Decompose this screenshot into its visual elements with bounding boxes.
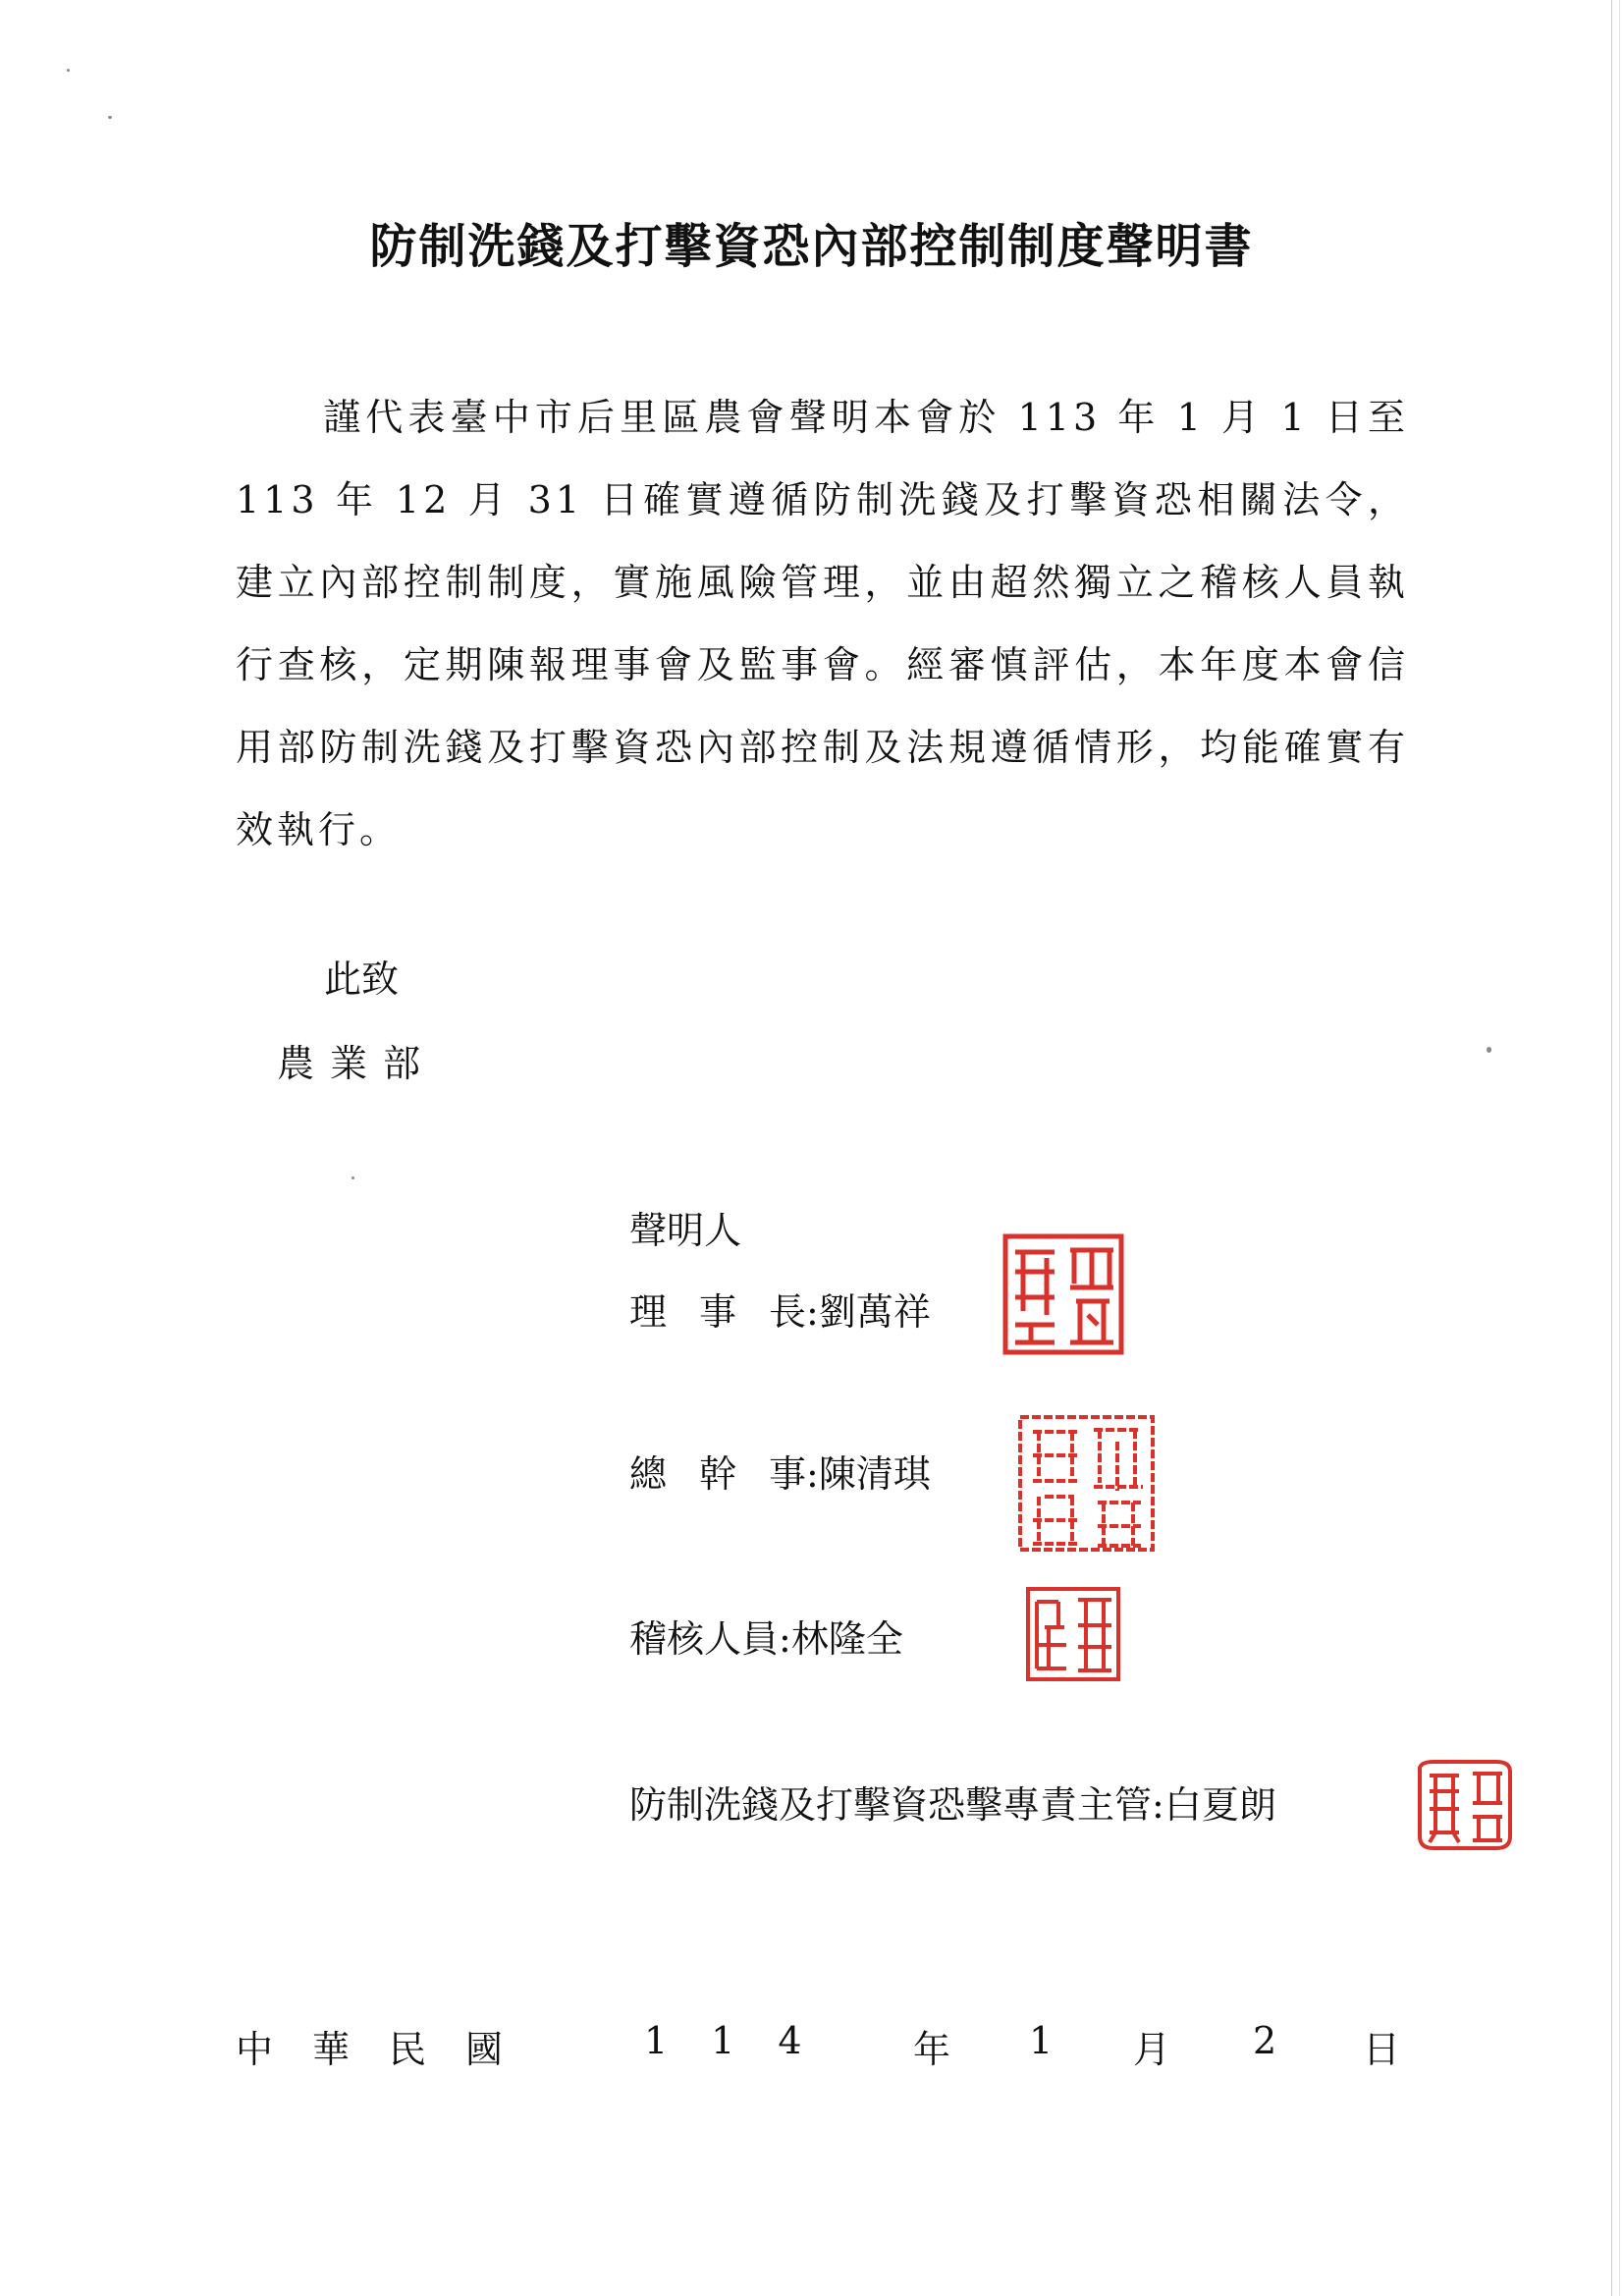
signatory-role: 總幹事 xyxy=(629,1452,806,1496)
date-month-unit: 月 xyxy=(1133,2028,1171,2071)
recipient: 農業部 xyxy=(277,1042,437,1085)
signatory-auditor: 稽核人員:林隆全 xyxy=(629,1609,903,1663)
scan-speck xyxy=(352,1176,354,1179)
date-day-unit: 日 xyxy=(1363,2028,1401,2071)
signatory-role: 理事長 xyxy=(629,1290,806,1334)
date-year-unit: 年 xyxy=(913,2028,951,2071)
declarant-label: 聲明人 xyxy=(629,1209,742,1252)
scan-speck xyxy=(1487,1047,1491,1053)
page-edge-line xyxy=(1619,0,1620,2296)
signatory-name: 林隆全 xyxy=(790,1617,903,1661)
seal-stamp-auditor xyxy=(1025,1586,1121,1682)
scan-speck xyxy=(67,69,70,72)
signatory-chairman: 理事長:劉萬祥 xyxy=(629,1282,931,1336)
scan-speck xyxy=(108,116,112,119)
document-title: 防制洗錢及打擊資恐內部控制制度聲明書 xyxy=(369,219,1254,274)
signatory-role: 稽核人員 xyxy=(629,1617,780,1661)
signatory-general-manager: 總幹事:陳清琪 xyxy=(629,1444,931,1498)
page-edge-line xyxy=(1611,0,1612,2296)
date-month: 1 xyxy=(1029,2019,1054,2062)
signatory-name: 劉萬祥 xyxy=(818,1290,931,1334)
signatory-name: 陳清琪 xyxy=(818,1452,931,1496)
signatory-role: 防制洗錢及打擊資恐擊專責主管 xyxy=(629,1783,1153,1827)
statement-text: 謹代表臺中市后里區農會聲明本會於 113 年 1 月 1 日至 113 年 12 月 31 日確實遵循防制洗錢及打擊資恐相關法令，建立內部控制制度，實施風險管理，並由超然獨立之稽核人員執行查核，定期陳報理事會及監事會。經審慎評估，本年度本會信用部防制洗錢及打擊資恐內部控制及法規遵循情形，均能確實有效執行。 xyxy=(236,396,1409,851)
seal-stamp-general-manager xyxy=(1015,1412,1158,1555)
date-day: 2 xyxy=(1253,2019,1277,2062)
date-year: 114 xyxy=(644,2019,845,2062)
seal-stamp-chairman xyxy=(1001,1232,1125,1356)
seal-stamp-aml-officer xyxy=(1414,1758,1516,1852)
date-era: 中華民國 xyxy=(236,2028,543,2071)
signatory-name: 白夏朗 xyxy=(1163,1783,1276,1827)
closing-phrase: 此致 xyxy=(324,957,400,1001)
signatory-aml-officer: 防制洗錢及打擊資恐擊專責主管:白夏朗 xyxy=(629,1775,1276,1829)
statement-body xyxy=(236,376,1409,871)
